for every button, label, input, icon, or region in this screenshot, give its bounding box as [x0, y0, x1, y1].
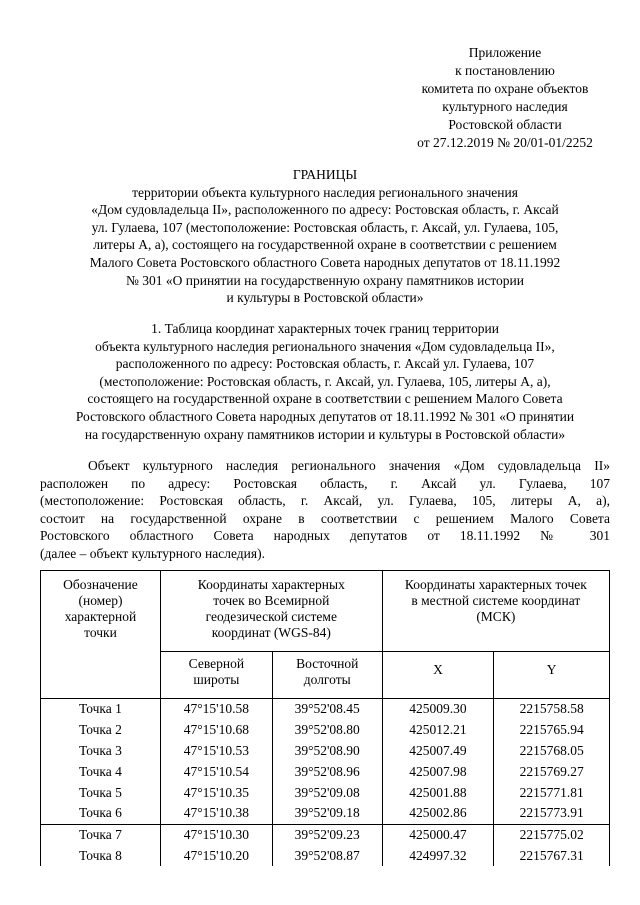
appendix-line: Ростовской области [448, 117, 562, 132]
header-text: точек во Всемирной [213, 593, 330, 608]
document-title [40, 166, 610, 307]
cell-x: 424997.32 [382, 846, 494, 867]
table-row [41, 720, 610, 741]
caption-line: на государственную охрану памятников истории и культуры в Ростовской области» [84, 426, 566, 442]
cell-point: Точка 5 [41, 782, 161, 803]
cell-y: 2215767.31 [494, 846, 610, 867]
paragraph-line: состоит на государственной охране в соответствии с решением Малого Совета [40, 510, 610, 526]
header-text: Координаты характерных точек [404, 577, 587, 592]
cell-y: 2215765.94 [494, 720, 610, 741]
table-row [41, 782, 610, 803]
cell-y: 2215775.02 [494, 824, 610, 845]
header-wgs [160, 571, 382, 652]
appendix-line: комитета по охране объектов [421, 81, 589, 96]
title-line: № 301 «О принятии на государственную охрану памятников истории [126, 272, 524, 288]
cell-x: 425012.21 [382, 720, 494, 741]
header-text: точки [84, 625, 117, 640]
cell-east: 39°52'08.96 [272, 761, 382, 782]
caption-line: расположенного по адресу: Ростовская область, г. Аксай ул. Гулаева, 107 [115, 356, 535, 372]
paragraph-line: (местоположение: Ростовская область, г. Аксай, ул. Гулаева, 105, литеры А, а), [40, 493, 610, 509]
caption-line: (местоположение: Ростовская область, г. Аксай, ул. Гулаева, 105, литеры А, а), [99, 373, 551, 389]
title-line: территории объекта культурного наследия регионального значения [132, 184, 518, 200]
cell-north: 47°15'10.68 [160, 720, 272, 741]
title-line: литеры А, а), состоящего на государственной охране в соответствии с решением [93, 237, 557, 253]
appendix-line: к постановлению [455, 63, 555, 78]
cell-point: Точка 8 [41, 846, 161, 867]
appendix-line: от 27.12.2019 № 20/01-01/2252 [417, 135, 593, 150]
header-text: Северной [188, 656, 245, 671]
cell-north: 47°15'10.30 [160, 824, 272, 845]
cell-east: 39°52'08.80 [272, 720, 382, 741]
header-text: широты [193, 672, 240, 687]
caption-line: Ростовского областного Совета народных депутатов от 18.11.1992 № 301 «О принятии [75, 408, 575, 424]
cell-east: 39°52'09.08 [272, 782, 382, 803]
paragraph-line: Объект культурного наследия регионального значения «Дом судовладельца II» [88, 458, 610, 473]
cell-point: Точка 6 [41, 803, 161, 824]
cell-y: 2215768.05 [494, 741, 610, 762]
cell-north: 47°15'10.20 [160, 846, 272, 867]
appendix-line: культурного наследия [442, 99, 568, 114]
table-row [41, 846, 610, 867]
header-north [160, 652, 272, 699]
header-x: X [382, 652, 494, 699]
cell-point: Точка 4 [41, 761, 161, 782]
cell-east: 39°52'09.23 [272, 824, 382, 845]
header-y: Y [494, 652, 610, 699]
cell-x: 425002.86 [382, 803, 494, 824]
cell-east: 39°52'08.87 [272, 846, 382, 867]
header-east [272, 652, 382, 699]
header-text: Обозначение [63, 577, 138, 592]
title-line: «Дом судовладельца II», расположенного по адресу: Ростовская область, г. Аксай [91, 202, 559, 218]
table-row [41, 824, 610, 845]
cell-x: 425009.30 [382, 699, 494, 720]
cell-north: 47°15'10.38 [160, 803, 272, 824]
cell-point: Точка 3 [41, 741, 161, 762]
cell-north: 47°15'10.53 [160, 741, 272, 762]
header-text: Восточной [296, 656, 359, 671]
paragraph-line: Ростовского областного Совета народных депутатов от 18.11.1992 № 301 [40, 528, 610, 544]
header-text: координат (WGS-84) [211, 625, 331, 640]
title-line: и культуры в Ростовской области» [226, 290, 424, 306]
table-row [41, 761, 610, 782]
title-line: ул. Гулаева, 107 (местоположение: Ростовская область, г. Аксай, ул. Гулаева, 105, [91, 219, 559, 235]
title-line: Малого Совета Ростовского областного Совета народных депутатов от 18.11.1992 [89, 254, 561, 270]
header-text: Координаты характерных [197, 577, 345, 592]
cell-east: 39°52'08.45 [272, 699, 382, 720]
header-designation [41, 571, 161, 699]
cell-point: Точка 7 [41, 824, 161, 845]
header-text: характерной [64, 609, 137, 624]
cell-point: Точка 2 [41, 720, 161, 741]
cell-y: 2215769.27 [494, 761, 610, 782]
header-text: долготы [303, 672, 351, 687]
title-line: ГРАНИЦЫ [292, 167, 358, 182]
header-msk [382, 571, 609, 652]
cell-y: 2215771.81 [494, 782, 610, 803]
cell-x: 425007.98 [382, 761, 494, 782]
cell-north: 47°15'10.54 [160, 761, 272, 782]
paragraph-line: расположен по адресу: Ростовская область, г. Аксай ул. Гулаева, 107 [40, 475, 610, 491]
cell-north: 47°15'10.58 [160, 699, 272, 720]
cell-y: 2215758.58 [494, 699, 610, 720]
cell-x: 425001.88 [382, 782, 494, 803]
body-paragraph [40, 457, 610, 563]
coordinates-table [40, 570, 610, 866]
appendix-header [390, 44, 620, 152]
table-row [41, 741, 610, 762]
cell-east: 39°52'08.90 [272, 741, 382, 762]
table-row [41, 803, 610, 824]
cell-point: Точка 1 [41, 699, 161, 720]
paragraph-line: (далее – объект культурного наследия). [40, 545, 265, 561]
cell-x: 425007.49 [382, 741, 494, 762]
table-row [41, 699, 610, 720]
cell-y: 2215773.91 [494, 803, 610, 824]
caption-line: состоящего на государственной охране в соответствии с решением Малого Совета [87, 391, 563, 407]
header-text: (МСК) [476, 609, 516, 624]
cell-x: 425000.47 [382, 824, 494, 845]
header-text: в местной системе координат [411, 593, 581, 608]
header-text: (номер) [78, 593, 123, 608]
caption-line: 1. Таблица координат характерных точек границ территории [151, 321, 499, 336]
caption-line: объекта культурного наследия регионального значения «Дом судовладельца II», [95, 338, 555, 354]
header-text: геодезической системе [205, 609, 337, 624]
table-caption [40, 320, 610, 443]
appendix-line: Приложение [468, 45, 542, 60]
cell-north: 47°15'10.35 [160, 782, 272, 803]
cell-east: 39°52'09.18 [272, 803, 382, 824]
